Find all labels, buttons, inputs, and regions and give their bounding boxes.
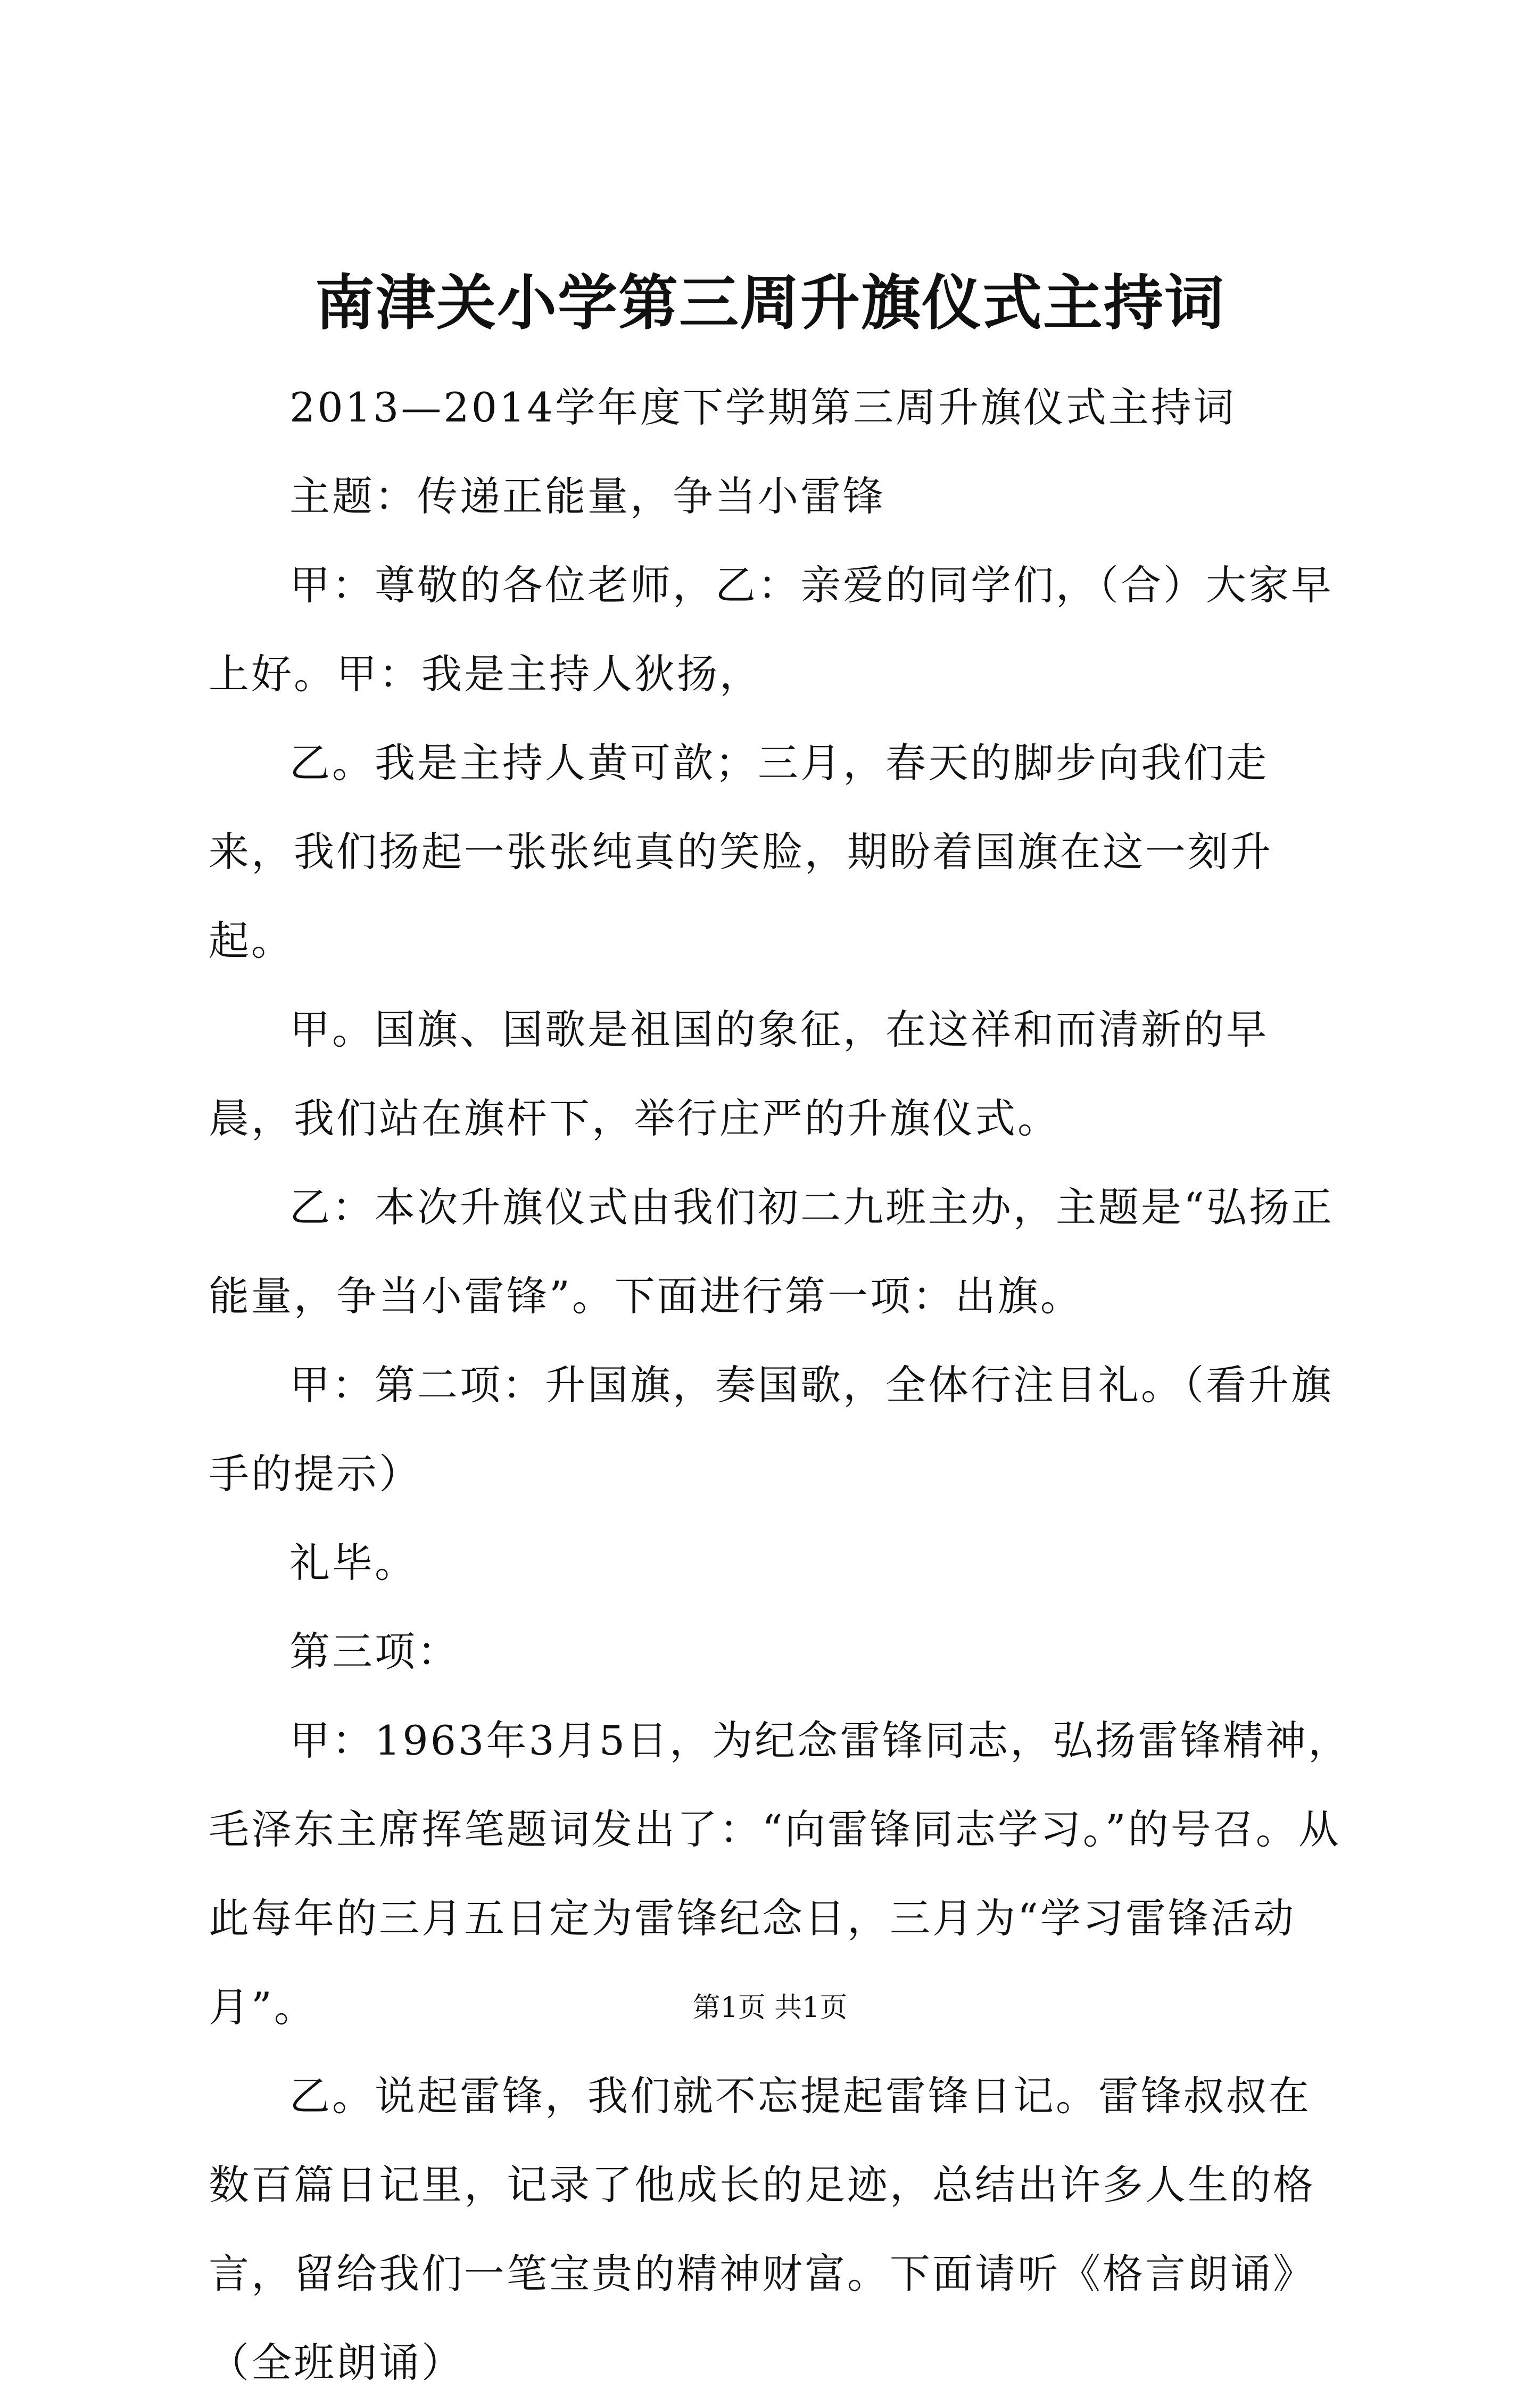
paragraph: 礼毕。 (289, 1539, 417, 1586)
document-title: 南津关小学第三周升旗仪式主持词 (315, 268, 1225, 338)
paragraph: 甲：1963年3月5日，为纪念雷锋同志，弘扬雷锋精神，毛泽东主席挥笔题词发出了：“向雷锋同志学习。”的号召。从此每年的三月五日定为雷锋纪念日，三月为“学习雷锋活动月”。 (209, 1717, 1351, 2031)
paragraph: 甲。国旗、国歌是祖国的象征，在这祥和而清新的早晨，我们站在旗杆下，举行庄严的升旗仪式。 (209, 1006, 1269, 1142)
paragraph: 第三项： (289, 1628, 460, 1675)
paragraph: 甲：尊敬的各位老师，乙：亲爱的同学们，（合）大家早上好。甲：我是主持人狄扬， (209, 561, 1334, 698)
paragraph: 乙。我是主持人黄可歆；三月，春天的脚步向我们走来，我们扬起一张张纯真的笑脸，期盼着国旗在这一刻升起。 (209, 739, 1273, 964)
paragraph: 甲：第二项：升国旗，奏国歌，全体行注目礼。（看升旗手的提示） (209, 1361, 1334, 1498)
page-footer: 第1页 共1页 (692, 1992, 848, 2024)
document-body (209, 363, 1353, 2407)
paragraph-subtitle: 2013—2014学年度下学期第三周升旗仪式主持词 (289, 384, 1236, 431)
paragraph: 乙：本次升旗仪式由我们初二九班主办，主题是“弘扬正能量，争当小雷锋”。下面进行第一项：出旗。 (209, 1184, 1334, 1320)
paragraph-theme: 主题：传递正能量，争当小雷锋 (289, 473, 885, 520)
paragraph: 乙。说起雷锋，我们就不忘提起雷锋日记。雷锋叔叔在数百篇日记里，记录了他成长的足迹，总结出许多人生的格言，留给我们一笔宝贵的精神财富。下面请听《格言朗诵》（全班朗诵） (209, 2072, 1315, 2386)
